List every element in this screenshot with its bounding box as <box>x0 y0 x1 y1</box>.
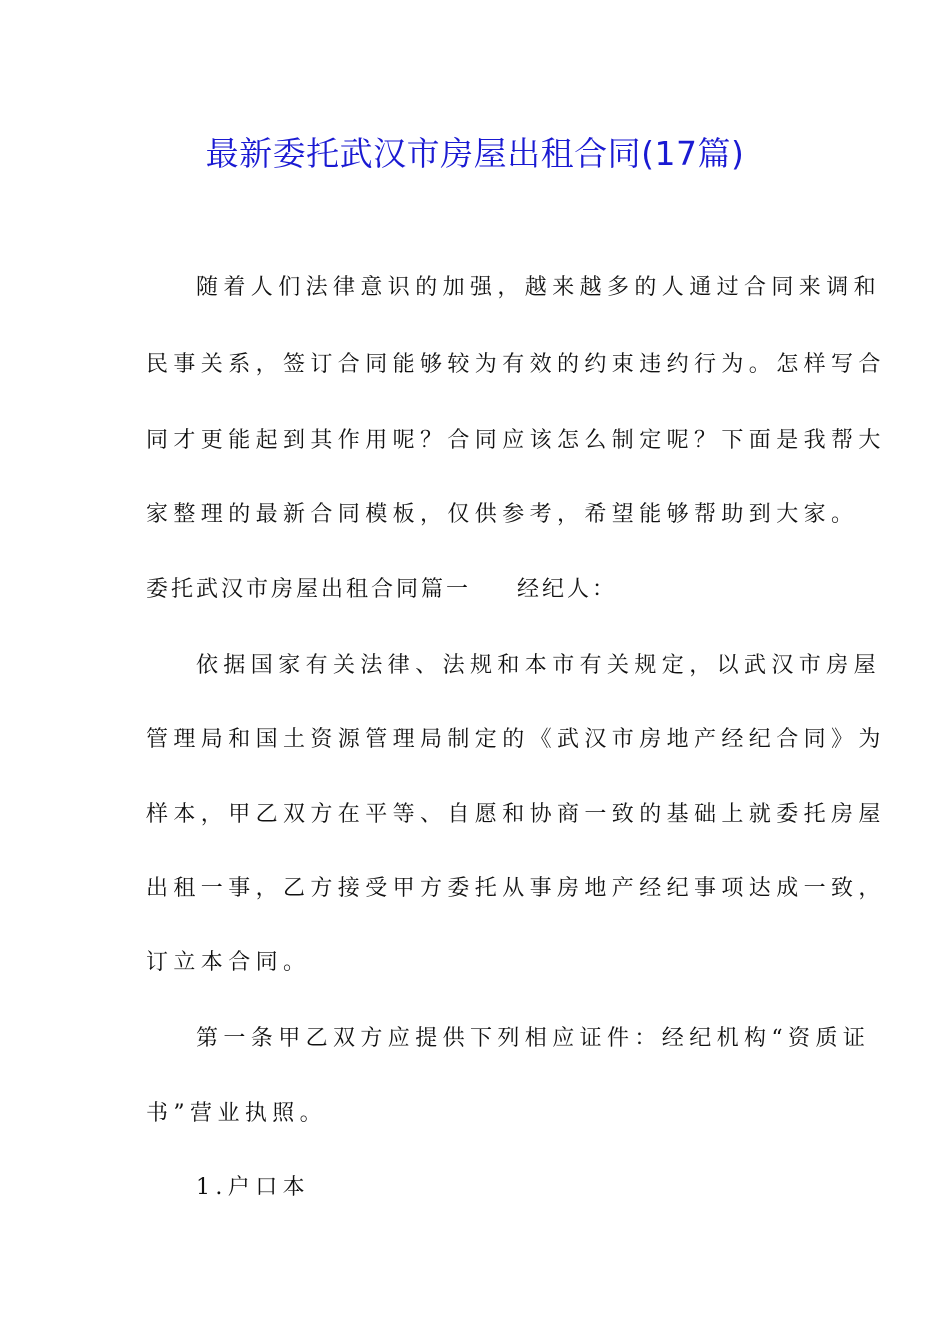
para1-line-4: 出租一事，乙方接受甲方委托从事房地产经纪事项达成一致， <box>146 876 886 901</box>
intro-line-4: 家整理的最新合同模板，仅供参考，希望能够帮助到大家。 <box>146 502 859 527</box>
para2-line-1: 第一条甲乙双方应提供下列相应证件：经纪机构“资质证 <box>196 1026 871 1051</box>
list-item-1: 1.户口本 <box>196 1175 310 1200</box>
section-heading-line <box>146 572 617 603</box>
para1-line-3: 样本，甲乙双方在平等、自愿和协商一致的基础上就委托房屋 <box>146 802 886 827</box>
document-title: 最新委托武汉市房屋出租合同(17篇) <box>205 134 745 173</box>
para1-line-2: 管理局和国土资源管理局制定的《武汉市房地产经纪合同》为 <box>146 727 886 752</box>
section-label: 经纪人： <box>517 577 618 602</box>
intro-line-3: 同才更能起到其作用呢？合同应该怎么制定呢？下面是我帮大 <box>146 428 886 453</box>
intro-line-1: 随着人们法律意识的加强，越来越多的人通过合同来调和 <box>196 275 882 300</box>
para1-line-1: 依据国家有关法律、法规和本市有关规定，以武汉市房屋 <box>196 653 882 678</box>
para2-line-2: 书”营业执照。 <box>146 1101 328 1126</box>
para1-line-5: 订立本合同。 <box>146 950 311 975</box>
section-heading: 委托武汉市房屋出租合同篇一 <box>146 577 472 602</box>
intro-line-2: 民事关系，签订合同能够较为有效的约束违约行为。怎样写合 <box>146 352 886 377</box>
